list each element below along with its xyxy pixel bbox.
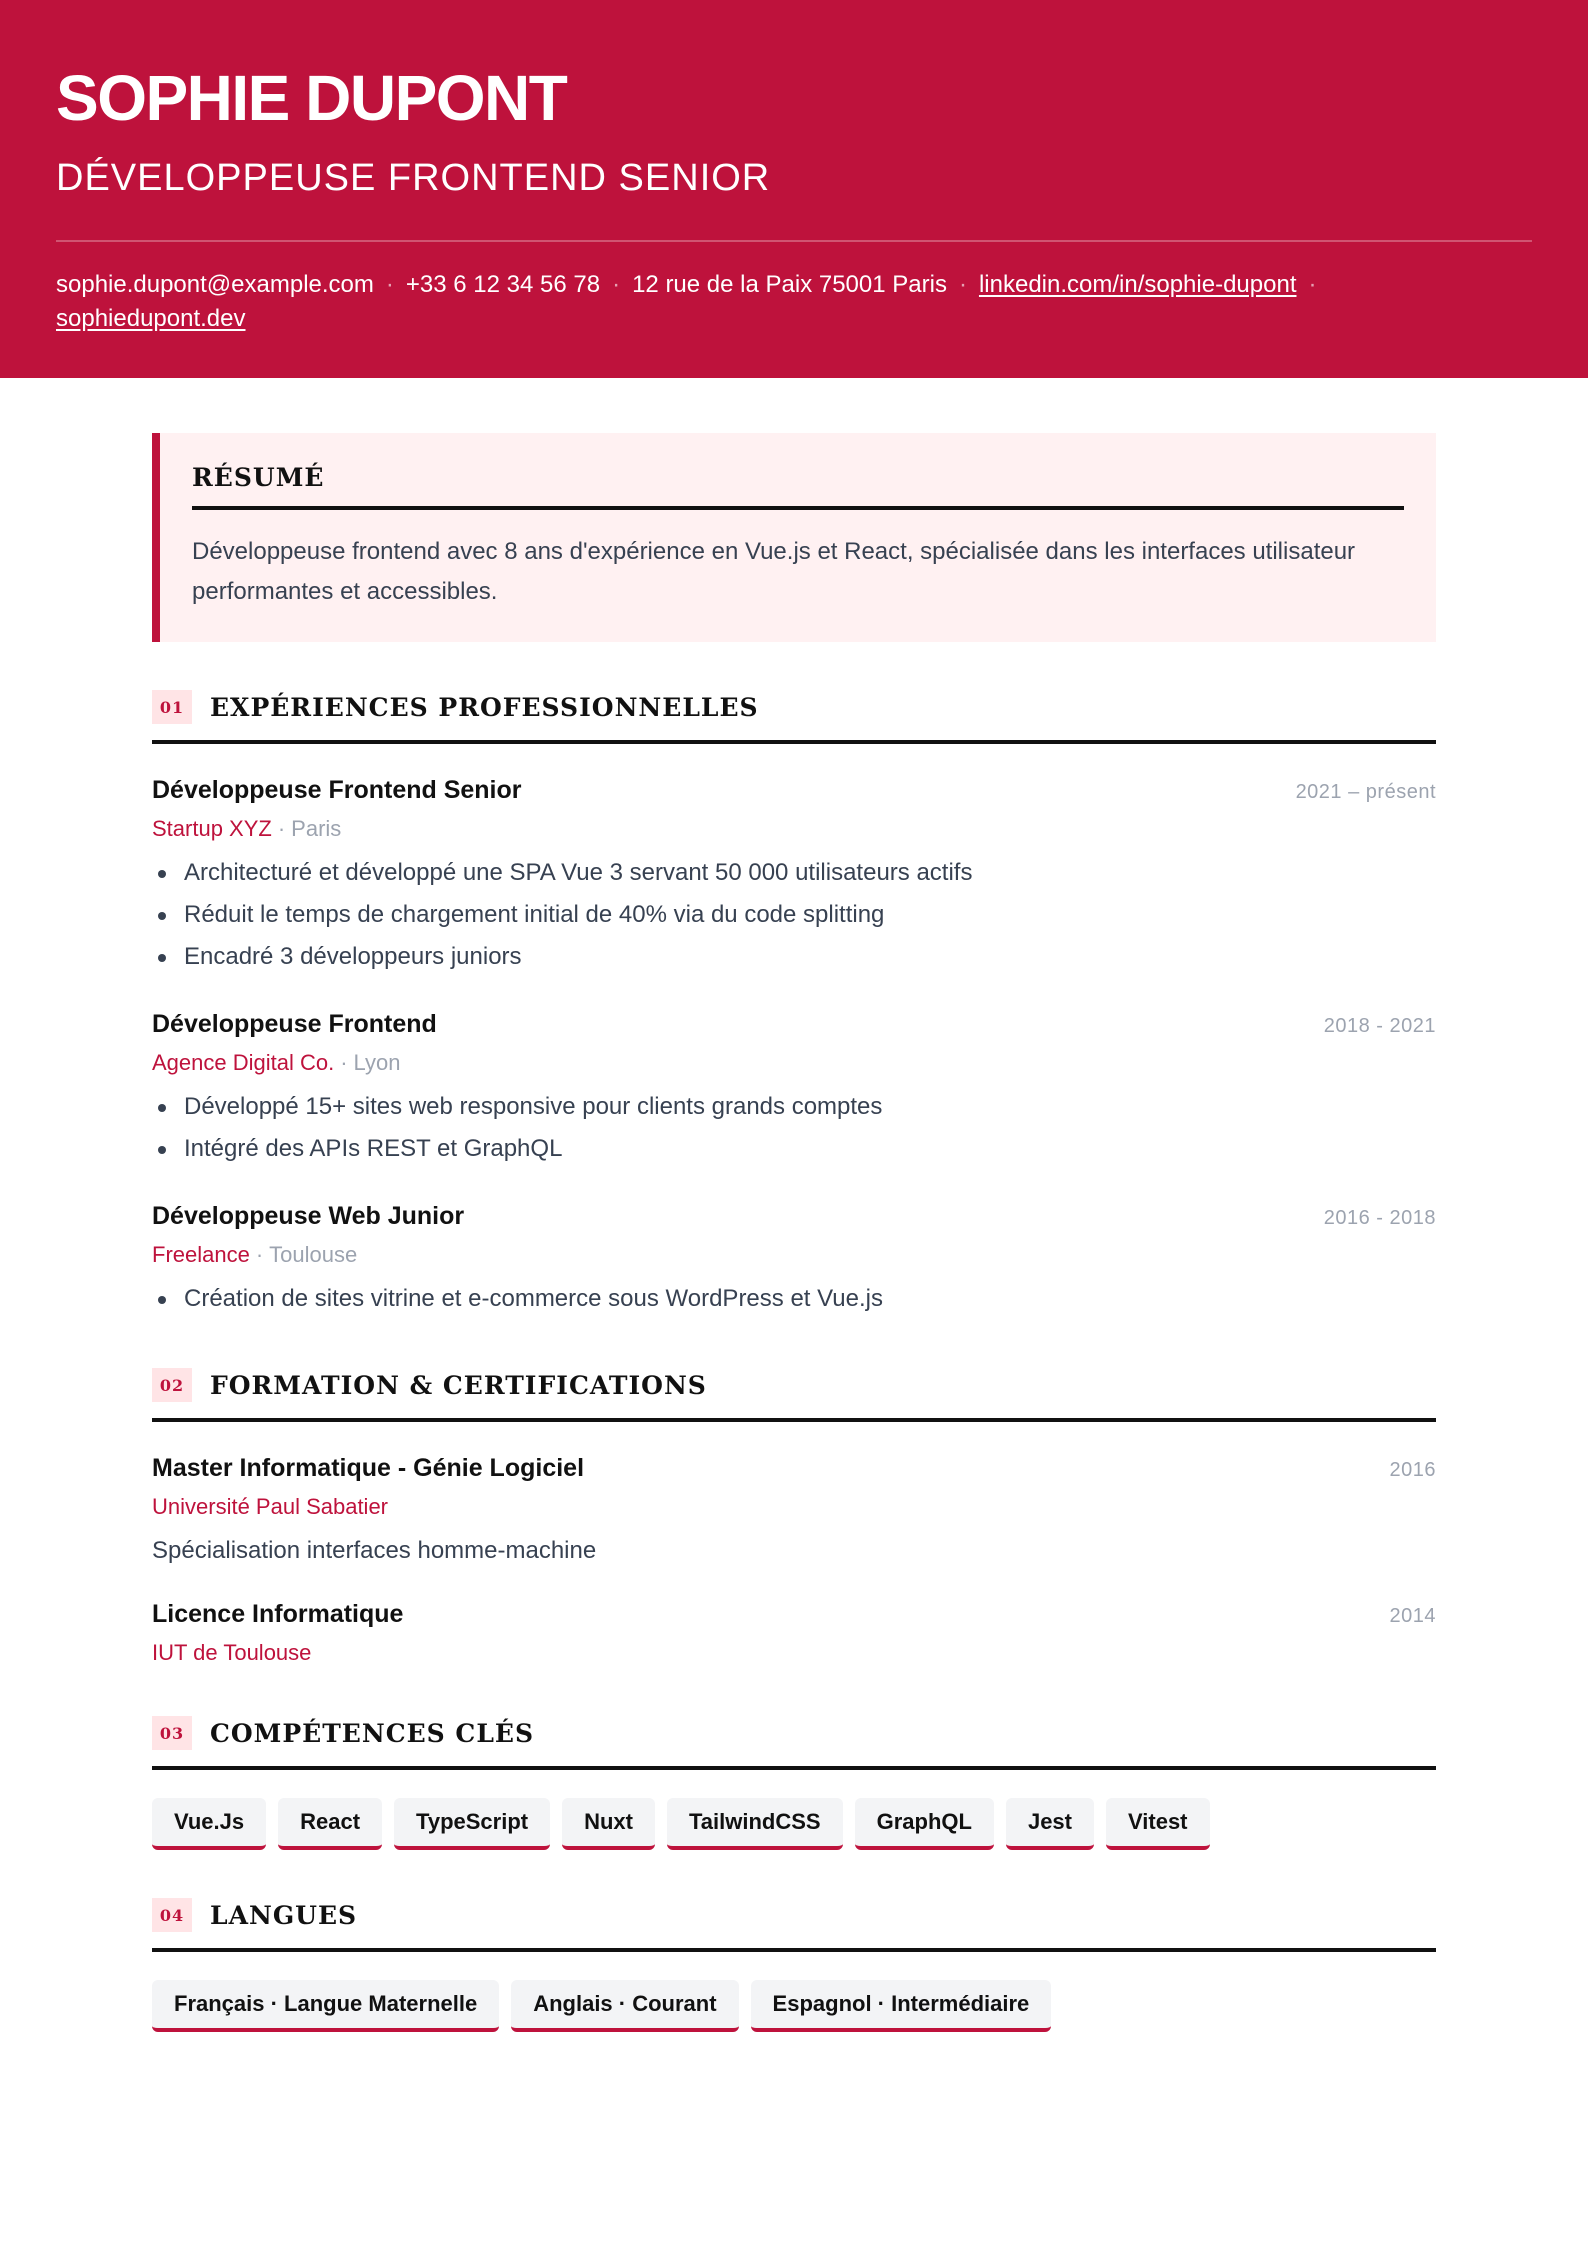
header-divider [56,240,1532,242]
skill-chip: Vue.Js [152,1798,266,1850]
job-location: Toulouse [269,1242,358,1267]
contact-separator: · [612,271,621,298]
experience-entry [152,1200,1436,1320]
candidate-role: DÉVELOPPEUSE FRONTEND SENIOR [56,157,771,199]
degree-title: Master Informatique - Génie Logiciel [152,1454,585,1482]
skill-chip: React [278,1798,382,1850]
skill-chips [152,1798,1436,1850]
section-number: 04 [152,1898,192,1932]
section-heading [152,1716,1436,1770]
job-date: 2021 – présent [1295,781,1436,803]
contact-separator: · [385,271,394,298]
candidate-name: SOPHIE DUPONT [56,62,567,134]
section-number: 02 [152,1368,192,1402]
summary-section [152,433,1436,642]
summary-text: Développeuse frontend avec 8 ans d'expérience en Vue.js et React, spécialisée dans les interfaces utilisateur performantes et accessibles. [192,538,1356,605]
achievement-item: Réduit le temps de chargement initial de 40% via du code splitting [152,894,1436,936]
section-heading [152,690,1436,744]
education-entry [152,1452,1436,1568]
skill-chip: TypeScript [394,1798,550,1850]
contact-separator: · [1308,271,1317,298]
language-chip: Espagnol · Intermédiaire [751,1980,1052,2032]
resume-header [0,0,1588,378]
section-heading [152,1368,1436,1422]
achievement-item: Intégré des APIs REST et GraphQL [152,1128,1436,1170]
employer-separator: · [340,1050,348,1075]
resume-body [152,433,1436,2032]
language-chips [152,1980,1436,2032]
school-name: IUT de Toulouse [152,1640,312,1665]
education-section [152,1368,1436,1668]
section-title: LANGUES [210,1900,358,1930]
website-link[interactable]: sophiedupont.dev [56,305,246,332]
experience-entry [152,1008,1436,1170]
section-heading [152,1898,1436,1952]
section-title: EXPÉRIENCES PROFESSIONNELLES [210,692,759,722]
contact-address: 12 rue de la Paix 75001 Paris [632,271,947,298]
skill-chip: Vitest [1106,1798,1210,1850]
achievement-item: Création de sites vitrine et e-commerce sous WordPress et Vue.js [152,1278,1436,1320]
contact-line [56,268,1532,336]
degree-date: 2014 [1389,1605,1436,1627]
experience-section [152,690,1436,1320]
job-employer-line [152,1240,1436,1270]
school-line [152,1638,1436,1668]
employer-name: Agence Digital Co. [152,1050,335,1075]
contact-email[interactable]: sophie.dupont@example.com [56,271,374,298]
job-title: Développeuse Frontend Senior [152,776,522,804]
employer-separator: · [277,816,286,841]
summary-title: RÉSUMÉ [192,463,1404,510]
experience-entry [152,774,1436,978]
language-chip: Anglais · Courant [511,1980,738,2032]
degree-description: Spécialisation interfaces homme-machine [152,1537,597,1564]
degree-title: Licence Informatique [152,1600,404,1628]
school-name: Université Paul Sabatier [152,1494,389,1519]
job-employer-line [152,814,1436,844]
language-chip: Français · Langue Maternelle [152,1980,499,2032]
achievement-item: Développé 15+ sites web responsive pour clients grands comptes [152,1086,1436,1128]
contact-separator: · [958,271,967,298]
achievement-item: Encadré 3 développeurs juniors [152,936,1436,978]
education-entry [152,1598,1436,1668]
achievement-item: Architecturé et développé une SPA Vue 3 servant 50 000 utilisateurs actifs [152,852,1436,894]
employer-name: Startup XYZ [152,816,272,841]
skill-chip: Jest [1006,1798,1094,1850]
job-location: Lyon [353,1050,401,1075]
contact-phone[interactable]: +33 6 12 34 56 78 [405,271,601,298]
section-title: COMPÉTENCES CLÉS [210,1718,535,1748]
job-achievements [152,1086,1436,1170]
employer-separator: · [255,1242,264,1267]
section-number: 01 [152,690,192,724]
degree-date: 2016 [1389,1459,1436,1481]
linkedin-link[interactable]: linkedin.com/in/sophie-dupont [978,271,1297,298]
section-title: FORMATION & CERTIFICATIONS [210,1370,707,1400]
employer-name: Freelance [152,1242,250,1267]
job-date: 2018 - 2021 [1323,1015,1436,1037]
job-date: 2016 - 2018 [1323,1207,1436,1229]
job-achievements [152,1278,1436,1320]
job-title: Développeuse Frontend [152,1010,437,1038]
job-location: Paris [291,816,342,841]
section-number: 03 [152,1716,192,1750]
skill-chip: GraphQL [855,1798,994,1850]
school-line [152,1492,1436,1522]
job-employer-line [152,1048,1436,1078]
job-achievements [152,852,1436,978]
languages-section [152,1898,1436,2032]
skill-chip: TailwindCSS [667,1798,843,1850]
skills-section [152,1716,1436,1850]
skill-chip: Nuxt [562,1798,655,1850]
job-title: Développeuse Web Junior [152,1202,465,1230]
